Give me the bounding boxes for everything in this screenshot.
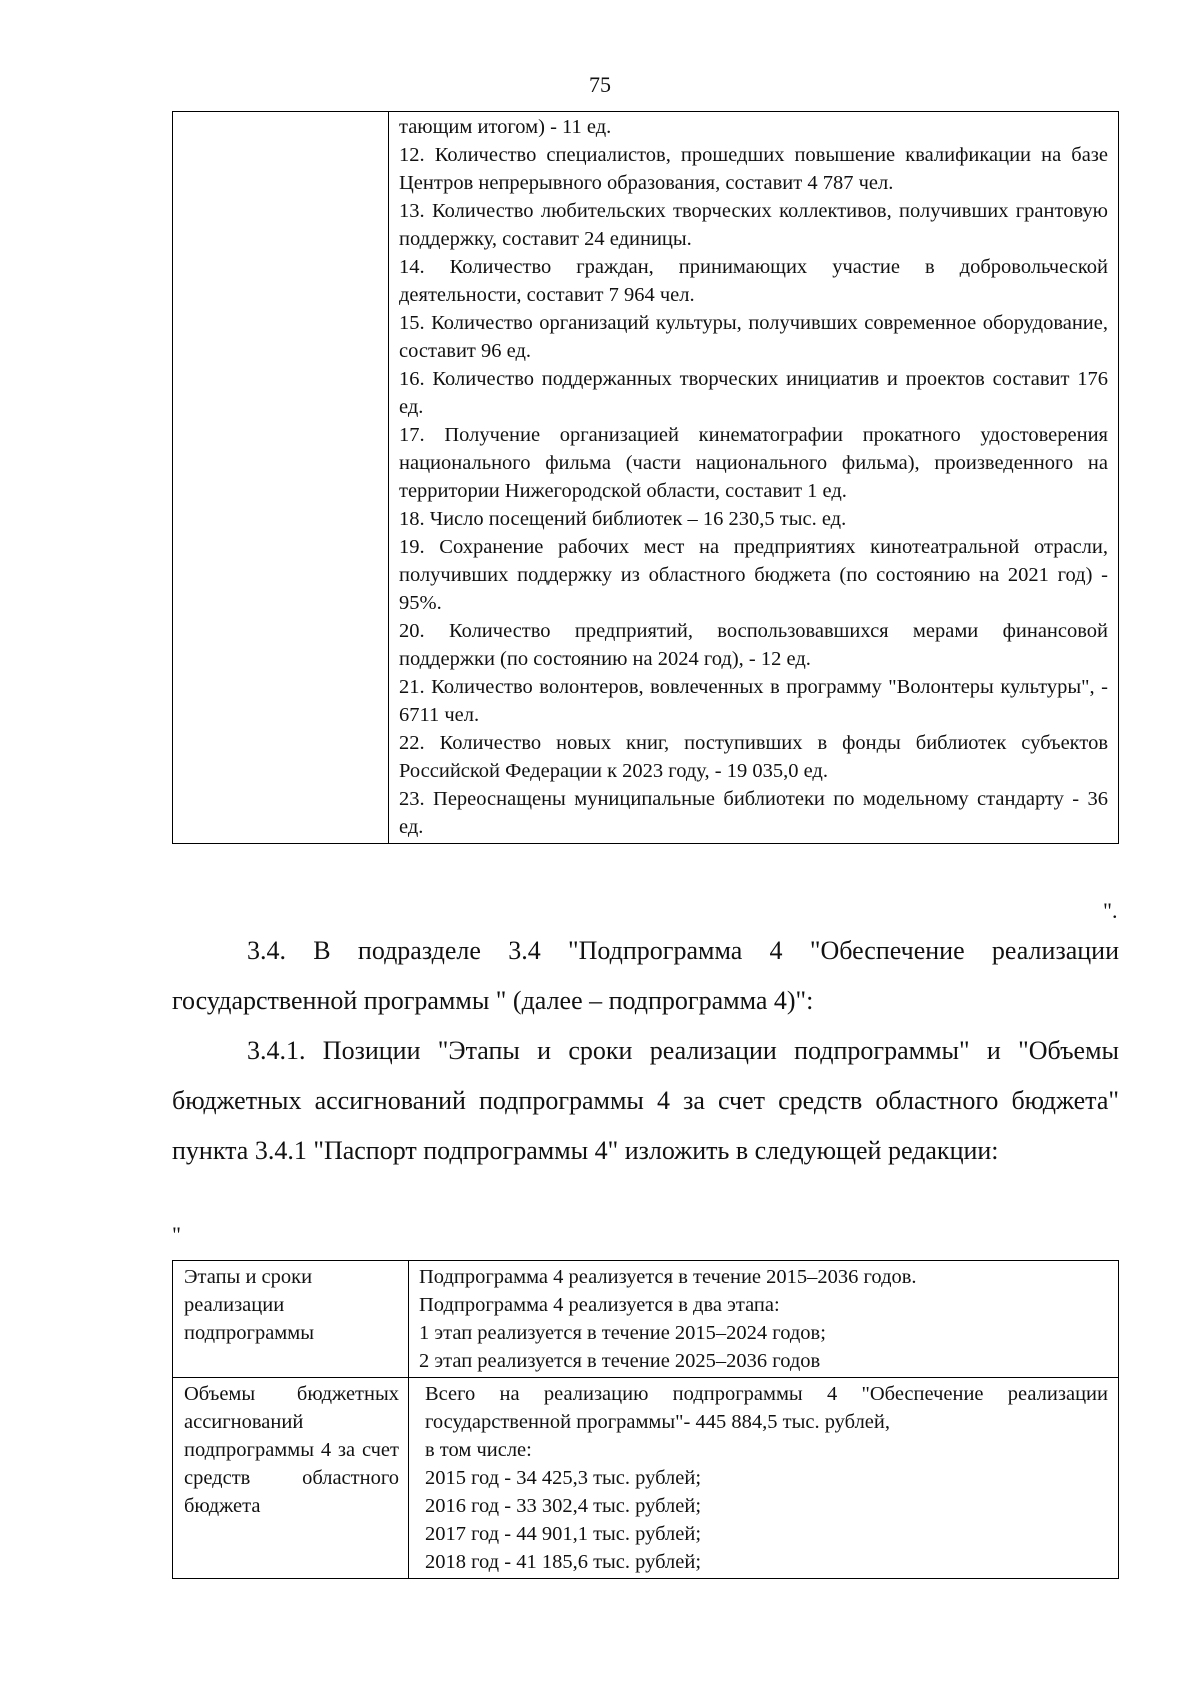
indicator-item: 21. Количество волонтеров, вовлеченных в программу "Волонтеры культуры", - 6711 чел.: [399, 676, 1108, 726]
indicator-item: 14. Количество граждан, принимающих участие в добровольческой деятельности, составит 7 964 чел.: [399, 256, 1108, 306]
budget-line: 2018 год - 41 185,6 тыс. рублей;: [425, 1551, 702, 1573]
stages-row: [173, 1261, 1119, 1378]
indicator-item: 13. Количество любительских творческих коллективов, получивших грантовую поддержку, составит 24 единицы.: [399, 200, 1108, 250]
budget-intro: Всего на реализацию подпрограммы 4 "Обеспечение реализации государственной программы"- 445 884,5 тыс. рублей,: [425, 1383, 1108, 1433]
budget-line: в том числе:: [425, 1439, 532, 1461]
indicator-item: 17. Получение организацией кинематографии прокатного удостоверения национального фильма (части национального фильма), произведенного на территории Нижегородской области, составит 1 ед.: [399, 424, 1108, 502]
indicators-table-continuation: [172, 111, 1119, 844]
stages-line: Подпрограмма 4 реализуется в течение 2015–2036 годов.: [419, 1266, 917, 1288]
budget-row: [173, 1378, 1119, 1579]
closing-quote-mark: ".: [1103, 898, 1118, 923]
budget-line: 2017 год - 44 901,1 тыс. рублей;: [425, 1523, 702, 1545]
indicator-item: 23. Переоснащены муниципальные библиотеки по модельному стандарту - 36 ед.: [399, 788, 1108, 838]
budget-value: [409, 1378, 1119, 1579]
stages-value: [409, 1261, 1119, 1378]
budget-line: 2015 год - 34 425,3 тыс. рублей;: [425, 1467, 702, 1489]
budget-line: 2016 год - 33 302,4 тыс. рублей;: [425, 1495, 702, 1517]
stages-line: 2 этап реализуется в течение 2025–2036 годов: [419, 1350, 821, 1372]
page-number: 75: [589, 72, 611, 97]
indicator-item: 22. Количество новых книг, поступивших в фонды библиотек субъектов Российской Федерации к 2023 году, - 19 035,0 ед.: [399, 732, 1108, 782]
indicator-item: 19. Сохранение рабочих мест на предприятиях кинотеатральной отрасли, получивших поддержку из областного бюджета (по состоянию на 2021 год) - 95%.: [399, 536, 1108, 614]
empty-label-cell: [173, 112, 389, 844]
budget-label: Объемы бюджетных ассигнований подпрограммы 4 за счет средств областного бюджета: [173, 1378, 409, 1579]
indicator-item: тающим итогом) - 11 ед.: [399, 116, 612, 138]
paragraph-3-4-1: 3.4.1. Позиции "Этапы и сроки реализации подпрограммы" и "Объемы бюджетных ассигнований подпрограммы 4 за счет средств областного бюджета" пункта 3.4.1 "Паспорт подпрограммы 4" изложить в следующей редакции:: [172, 1036, 1119, 1165]
stages-line: 1 этап реализуется в течение 2015–2024 годов;: [419, 1322, 826, 1344]
indicator-item: 12. Количество специалистов, прошедших повышение квалификации на базе Центров непрерывного образования, составит 4 787 чел.: [399, 144, 1108, 194]
indicator-item: 16. Количество поддержанных творческих инициатив и проектов составит 176 ед.: [399, 368, 1108, 418]
indicator-item: 15. Количество организаций культуры, получивших современное оборудование, составит 96 ед.: [399, 312, 1108, 362]
stages-line: Подпрограмма 4 реализуется в два этапа:: [419, 1294, 780, 1316]
stages-label: Этапы и сроки реализации подпрограммы: [173, 1261, 409, 1378]
passport-table: [172, 1260, 1119, 1579]
opening-quote-mark: ": [172, 1222, 181, 1247]
indicator-item: 18. Число посещений библиотек – 16 230,5 тыс. ед.: [399, 508, 847, 530]
indicators-cell: [389, 112, 1119, 844]
paragraph-3-4: 3.4. В подразделе 3.4 "Подпрограмма 4 "Обеспечение реализации государственной программы " (далее – подпрограмма 4)":: [172, 936, 1119, 1015]
indicator-item: 20. Количество предприятий, воспользовавшихся мерами финансовой поддержки (по состоянию на 2024 год), - 12 ед.: [399, 620, 1108, 670]
